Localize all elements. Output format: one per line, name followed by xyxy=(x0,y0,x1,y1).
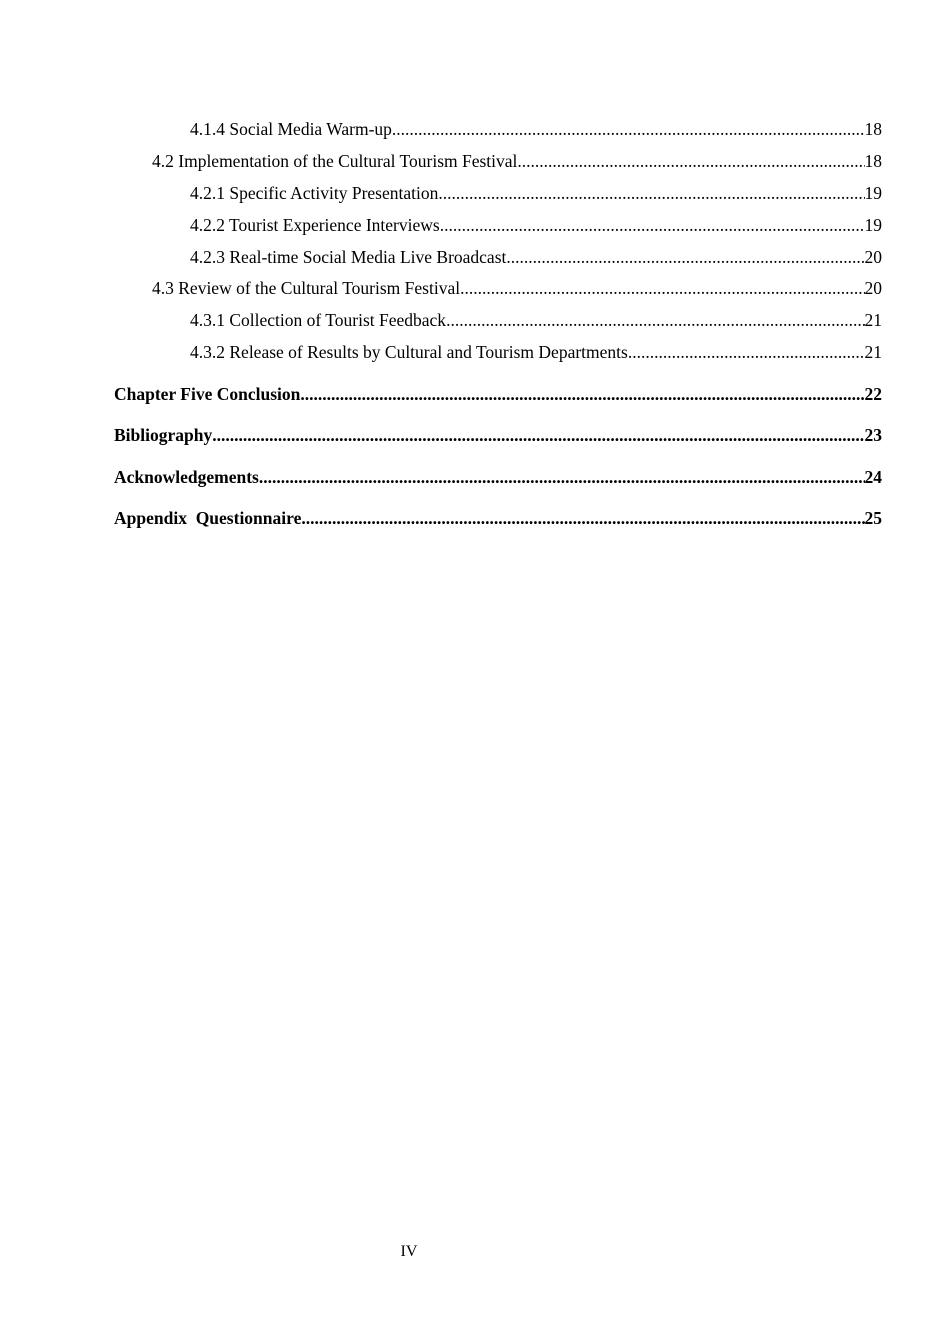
toc-entry-page: 19 xyxy=(864,183,882,203)
toc-entry-appendix[interactable] xyxy=(114,507,882,529)
toc-dot-leader xyxy=(301,507,864,529)
toc-entry-title: Acknowledgements xyxy=(114,467,259,487)
toc-dot-leader xyxy=(440,214,865,236)
toc-entry-title: 4.3.2 Release of Results by Cultural and Tourism Departments xyxy=(190,342,628,362)
toc-entry-page: 18 xyxy=(864,119,882,139)
toc-dot-leader xyxy=(392,118,865,140)
toc-entry-chapter-five[interactable] xyxy=(114,383,882,405)
toc-dot-leader xyxy=(628,341,865,363)
toc-entry-page: 18 xyxy=(864,151,882,171)
toc-entry-4-2-1[interactable] xyxy=(190,182,882,204)
toc-entry-4-2-2[interactable] xyxy=(190,214,882,236)
toc-entry-4-3[interactable] xyxy=(152,277,882,299)
toc-entry-page: 25 xyxy=(864,508,882,528)
toc-entry-title: Appendix Questionnaire xyxy=(114,508,302,528)
toc-entry-bibliography[interactable] xyxy=(114,424,882,446)
toc-entry-title: 4.3.1 Collection of Tourist Feedback xyxy=(190,310,447,330)
toc-dot-leader xyxy=(446,309,864,331)
toc-entry-title: 4.2.1 Specific Activity Presentation xyxy=(190,183,439,203)
toc-entry-page: 21 xyxy=(864,310,882,330)
toc-entry-page: 21 xyxy=(864,342,882,362)
toc-dot-leader xyxy=(438,182,864,204)
toc-dot-leader xyxy=(259,466,865,488)
toc-entry-title: Chapter Five Conclusion xyxy=(114,384,301,404)
toc-dot-leader xyxy=(517,150,864,172)
toc-entry-title: 4.2.2 Tourist Experience Interviews xyxy=(190,215,440,235)
toc-entry-page: 20 xyxy=(864,278,882,298)
toc-entry-title: Bibliography xyxy=(114,425,213,445)
toc-dot-leader xyxy=(460,277,864,299)
toc-entry-page: 24 xyxy=(864,467,882,487)
toc-entry-acknowledgements[interactable] xyxy=(114,466,882,488)
toc-entry-title: 4.3 Review of the Cultural Tourism Festival xyxy=(152,278,461,298)
page-number: IV xyxy=(400,1243,418,1260)
toc-entry-page: 23 xyxy=(864,425,882,445)
toc-entry-4-3-2[interactable] xyxy=(190,341,882,363)
toc-dot-leader xyxy=(212,424,864,446)
toc-dot-leader xyxy=(300,383,864,405)
toc-dot-leader xyxy=(506,246,864,268)
toc-entry-title: 4.2.3 Real-time Social Media Live Broadcast xyxy=(190,247,507,267)
toc-entry-4-2[interactable] xyxy=(152,150,882,172)
toc-entry-4-3-1[interactable] xyxy=(190,309,882,331)
toc-entry-title: 4.2 Implementation of the Cultural Tourism Festival xyxy=(152,151,518,171)
toc-entry-4-1-4[interactable] xyxy=(190,118,882,140)
toc-entry-page: 20 xyxy=(864,247,882,267)
toc-entry-page: 22 xyxy=(864,384,882,404)
toc-entry-title: 4.1.4 Social Media Warm-up xyxy=(190,119,392,139)
toc-entry-4-2-3[interactable] xyxy=(190,246,882,268)
toc-entry-page: 19 xyxy=(864,215,882,235)
